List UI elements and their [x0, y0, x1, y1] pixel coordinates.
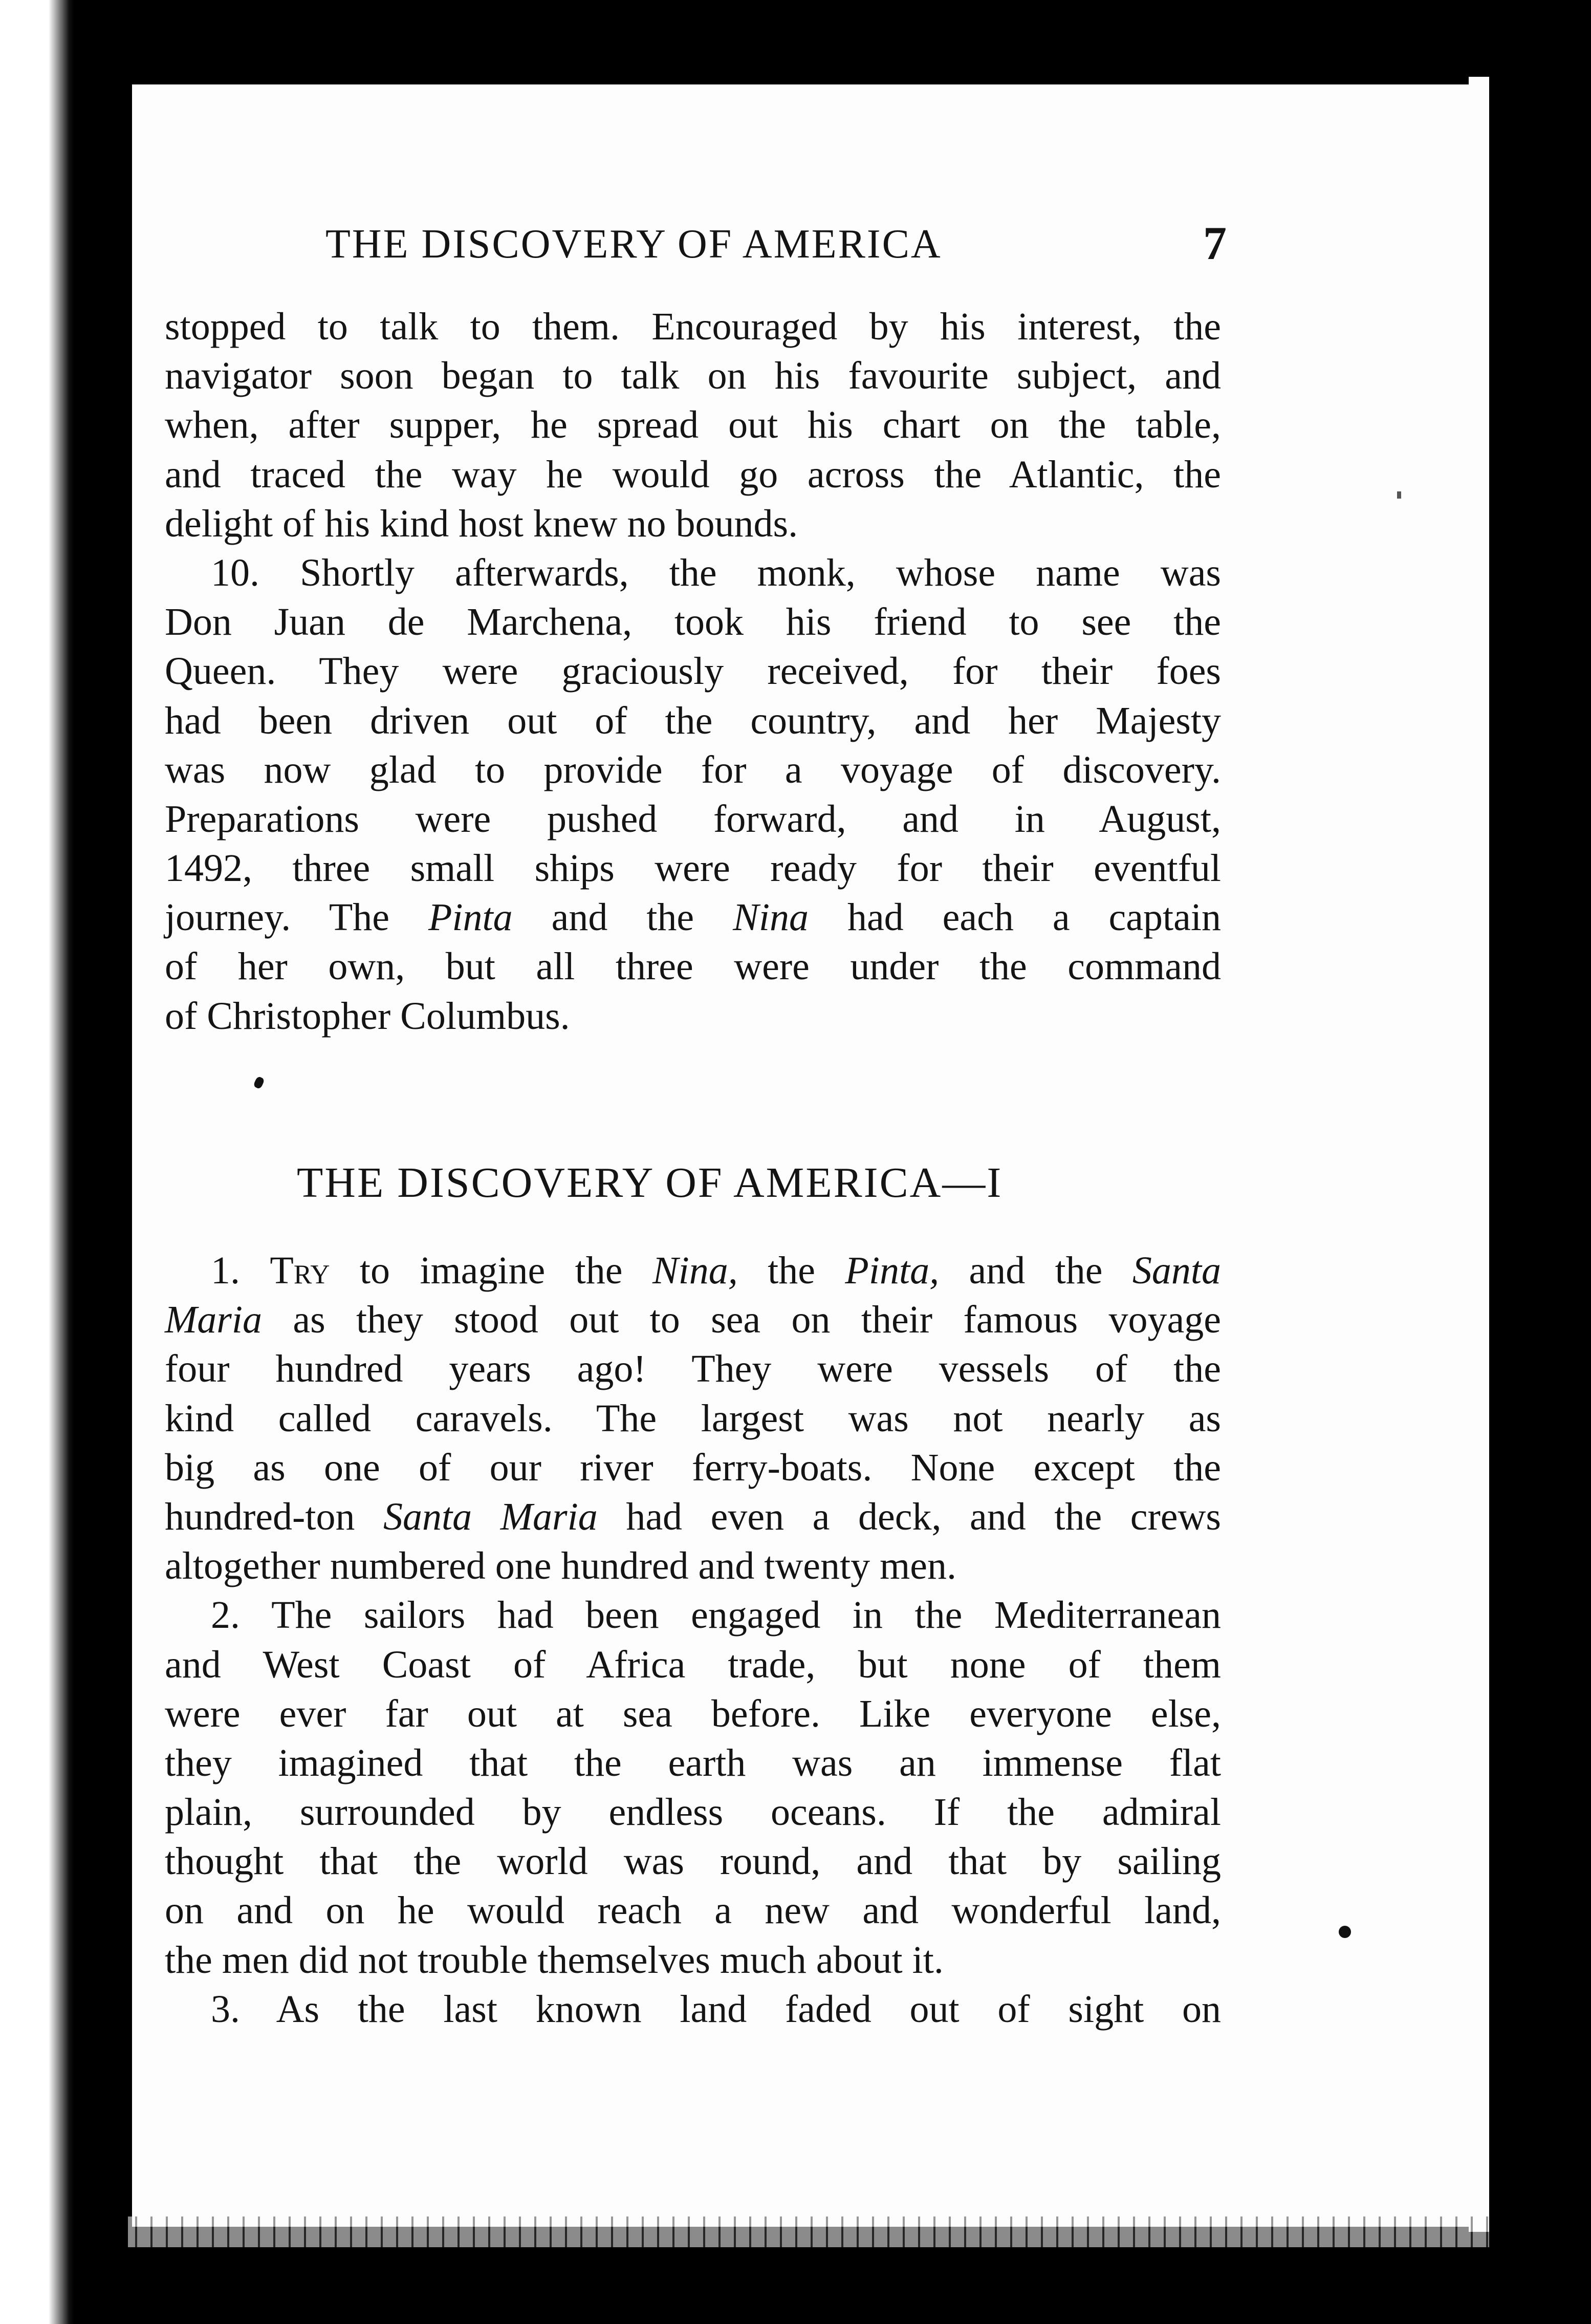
text-line: thought that the world was round, and that by sailing	[165, 1840, 1221, 1883]
text-line: altogether numbered one hundred and twenty men.	[165, 1544, 956, 1588]
text-line: on and on he would reach a new and wonderful land,	[165, 1889, 1221, 1932]
ship-name: Pinta,	[845, 1249, 940, 1292]
ship-name: Nina,	[652, 1249, 738, 1292]
section-paragraphs	[165, 1246, 1221, 2034]
text-line: was now glad to provide for a voyage of discovery.	[165, 748, 1221, 791]
running-header	[325, 217, 1228, 277]
text-line: Preparations were pushed forward, and in August,	[165, 797, 1221, 841]
paragraph-10-start: 10. Shortly afterwards, the monk, whose name was	[211, 551, 1221, 594]
text-line: Maria as they stood out to sea on their famous voyage	[165, 1298, 1221, 1342]
text-line: when, after supper, he spread out his chart on the table,	[165, 403, 1221, 447]
ship-name: Santa Maria	[383, 1495, 598, 1538]
text-line: kind called caravels. The largest was not nearly as	[165, 1396, 1221, 1440]
ship-name: Nina	[733, 896, 809, 939]
page-right-edge	[1469, 77, 1489, 2232]
text-line: they imagined that the earth was an immense flat	[165, 1741, 1221, 1784]
paragraph-3-start: 3. As the last known land faded out of sight on	[211, 1987, 1221, 2031]
paragraph-2-start: 2. The sailors had been engaged in the Mediterranean	[211, 1594, 1221, 1637]
text-line: plain, surrounded by endless oceans. If the admiral	[165, 1791, 1221, 1834]
section-heading: THE DISCOVERY OF AMERICA—I	[297, 1159, 1003, 1207]
ship-name: Santa	[1132, 1249, 1221, 1292]
page-bottom-edge	[128, 2217, 1489, 2247]
text-line: of Christopher Columbus.	[165, 994, 570, 1038]
text-line: delight of his kind host knew no bounds.	[165, 502, 798, 545]
text-line: four hundred years ago! They were vessels of the	[165, 1347, 1221, 1391]
print-speck	[1339, 1926, 1351, 1938]
text-line: journey. The Pinta and the Nina had each a captain	[165, 896, 1221, 939]
text-line: hundred-ton Santa Maria had even a deck, and the crews	[165, 1495, 1221, 1538]
running-header-title: THE DISCOVERY OF AMERICA	[325, 222, 942, 267]
text-line: of her own, but all three were under the command	[165, 945, 1221, 988]
text-line: the men did not trouble themselves much about it.	[165, 1938, 944, 1982]
text-line: navigator soon began to talk on his favourite subject, and	[165, 354, 1221, 398]
text-line: Don Juan de Marchena, took his friend to see the	[165, 600, 1221, 644]
text-line: big as one of our river ferry-boats. None except the	[165, 1446, 1221, 1489]
text-line: stopped to talk to them. Encouraged by his interest, the	[165, 305, 1221, 348]
paragraph-1-start: 1. Try to imagine the Nina, the Pinta, and the Santa	[211, 1249, 1221, 1292]
continued-paragraphs	[165, 302, 1221, 1041]
scan-binding-shadow	[49, 0, 74, 2324]
text-line: Queen. They were graciously received, for their foes	[165, 650, 1221, 693]
print-speck	[1397, 491, 1401, 499]
ship-name: Pinta	[428, 896, 513, 939]
text-line: and West Coast of Africa trade, but none of them	[165, 1643, 1221, 1686]
text-line: and traced the way he would go across the Atlantic, the	[165, 453, 1221, 496]
ship-name: Maria	[165, 1298, 262, 1342]
text-line: were ever far out at sea before. Like everyone else,	[165, 1692, 1221, 1735]
text-line: 1492, three small ships were ready for their eventful	[165, 847, 1221, 890]
page-number: 7	[1203, 217, 1228, 269]
text-line: had been driven out of the country, and her Majesty	[165, 699, 1221, 742]
